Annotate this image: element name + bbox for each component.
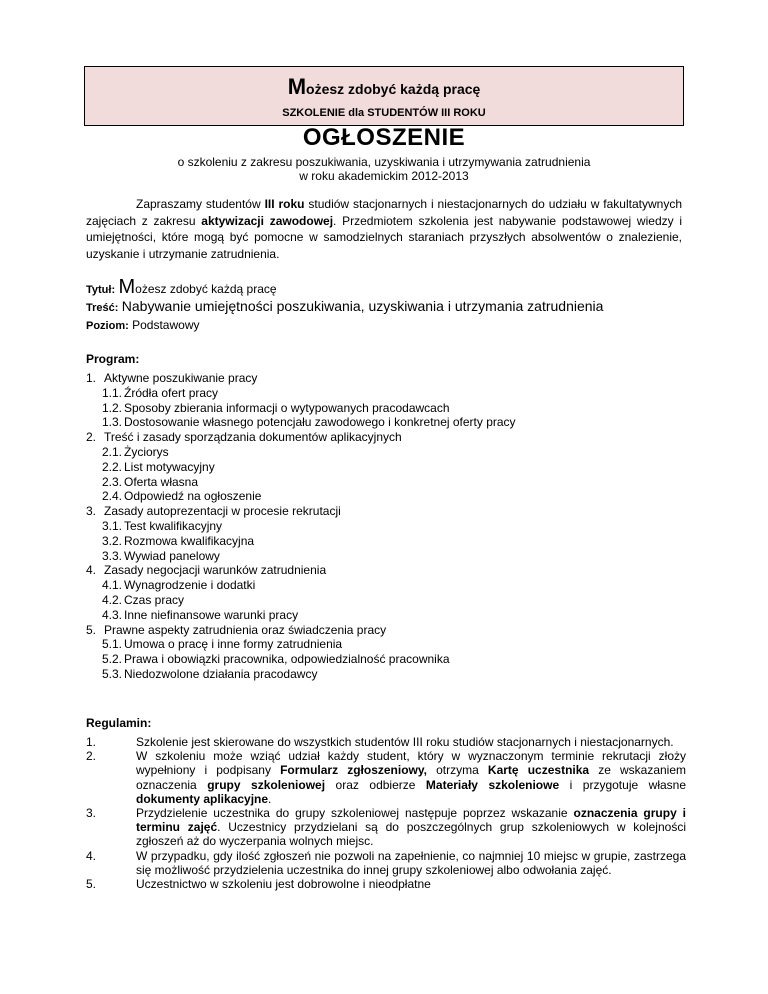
list-item: 3. Zasady autoprezentacji w procesie rekrutacji [86, 504, 341, 519]
list-item: 4.1. Wynagrodzenie i dodatki [102, 578, 256, 593]
list-item: 5.3. Niedozwolone działania pracodawcy [102, 666, 318, 681]
program-title: Program: [86, 352, 140, 366]
list-item: 1.2. Sposoby zbierania informacji o wytypowanych pracodawcach [102, 400, 450, 415]
list-item: 3.2. Rozmowa kwalifikacyjna [102, 533, 255, 548]
list-item: 1.3. Dostosowanie własnego potencjału zawodowego i konkretnej oferty pracy [102, 415, 516, 430]
page-subtitle [0, 155, 768, 183]
banner-title: Możesz zdobyć każdą pracę [287, 74, 481, 99]
rule-item: 3. Przydzielenie uczestnika do grupy szkoleniowej następuje poprzez wskazanie oznaczenia grupy i terminu zajęć. Uczestnicy przydzielani są do poszczególnych grup szkoleniowych w kolejności zgłoszeń aż do wyczerpania wolnych miejsc. [86, 806, 686, 849]
rule-item: 5. Uczestnictwo w szkoleniu jest dobrowolne i nieodpłatne [86, 877, 431, 892]
subtitle-line-1: o szkoleniu z zakresu poszukiwania, uzyskiwania i utrzymywania zatrudnienia [177, 155, 591, 169]
list-item: 4.2. Czas pracy [102, 592, 185, 607]
list-item: 1.1. Źródła ofert pracy [102, 385, 219, 400]
rule-item: 2. W szkoleniu może wziąć udział każdy student, który w wyznaczonym terminie rekrutacji złoży wypełniony i podpisany Formularz zgłoszeniowy, otrzyma Kartę uczestnika ze wskazaniem oznaczenia grupy szkoleniowej oraz odbierze Materiały szkoleniowe i przygotuje własne dokumenty aplikacyjne. [86, 749, 687, 806]
intro-paragraph: Zapraszamy studentów III roku studiów stacjonarnych i niestacjonarnych do udziału w fakultatywnych zajęciach z zakresu aktywizacji zawodowej. Przedmiotem szkolenia jest nabywanie podstawowej wiedzy i umiejętności, które mogą być pomocne w samodzielnych staraniach przyszłych absolwentów o znalezienie, uzyskanie i utrzymanie zatrudnienia. [86, 197, 683, 261]
list-item: 4. Zasady negocjacji warunków zatrudnienia [86, 563, 327, 578]
list-item: 5.1. Umowa o pracę i inne formy zatrudnienia [102, 637, 343, 652]
list-item: 2.1. Życiorys [102, 444, 169, 459]
rule-item: 1. Szkolenie jest skierowane do wszystkich studentów III roku studiów stacjonarnych i niestacjonarnych. [86, 735, 674, 749]
list-item: 3.1. Test kwalifikacyjny [102, 518, 223, 533]
list-item: 2.3. Oferta własna [102, 474, 199, 489]
meta-level: Poziom: Podstawowy [86, 318, 200, 332]
page-title: OGŁOSZENIE [302, 124, 466, 151]
list-item: 2.2. List motywacyjny [102, 459, 215, 474]
subtitle-line-2: w roku akademickim 2012-2013 [299, 169, 469, 183]
list-item: 3.3. Wywiad panelowy [102, 548, 220, 563]
rule-item: 4. W przypadku, gdy ilość zgłoszeń nie pozwoli na zapełnienie, co najmniej 10 miejsc w grupie, zastrzega się możliwość przydzielenia uczestnika do innej grupy szkoleniowej albo odwołania zajęć. [86, 848, 686, 877]
banner-subtitle: SZKOLENIE dla STUDENTÓW III ROKU [282, 107, 486, 119]
list-item: 2. Treść i zasady sporządzania dokumentów aplikacyjnych [86, 430, 402, 445]
list-item: 5. Prawne aspekty zatrudnienia oraz świadczenia pracy [86, 622, 387, 637]
list-item: 2.4. Odpowiedź na ogłoszenie [102, 489, 262, 504]
title-banner [84, 66, 684, 126]
list-item: 4.3. Inne niefinansowe warunki pracy [102, 607, 299, 622]
rules-list [86, 735, 686, 891]
meta-content: Treść: Nabywanie umiejętności poszukiwania, uzyskiwania i utrzymania zatrudnienia [86, 298, 604, 314]
rules-title: Regulamin: [86, 716, 152, 730]
list-item: 1. Aktywne poszukiwanie pracy [86, 371, 258, 385]
program-list [86, 371, 686, 682]
meta-title: Tytuł: Możesz zdobyć każdą pracę [86, 276, 277, 298]
list-item: 5.2. Prawa i obowiązki pracownika, odpowiedzialność pracownika [102, 652, 450, 667]
